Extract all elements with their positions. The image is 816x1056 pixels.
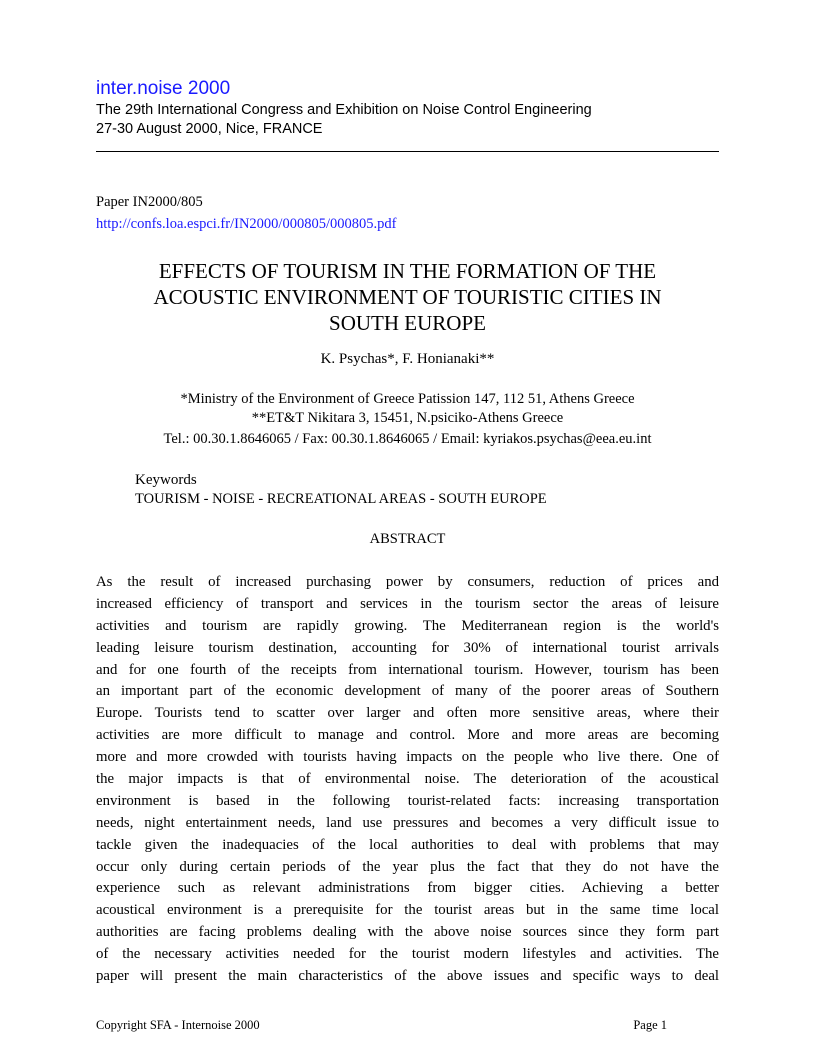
- abstract-heading: ABSTRACT: [369, 531, 446, 547]
- abstract-line: of the necessary activities needed for the tourist modern lifestyles and activities. The: [96, 946, 719, 963]
- abstract-line: experience such as relevant administrations from bigger cities. Achieving a better: [96, 880, 719, 897]
- footer-copyright: Copyright SFA - Internoise 2000: [96, 1018, 260, 1032]
- affiliation-2: **ET&T Nikitara 3, 15451, N.psiciko-Athens Greece: [251, 410, 564, 426]
- paper-title: [96, 258, 719, 336]
- abstract-line: As the result of increased purchasing power by consumers, reduction of prices and: [96, 574, 719, 590]
- abstract-line: environment is based in the following tourist-related facts: increasing transportation: [96, 792, 719, 809]
- abstract-line: and for one fourth of the receipts from international tourism. However, tourism has been: [96, 661, 719, 678]
- abstract-line: activities are more difficult to manage and control. More and more areas are becoming: [96, 727, 719, 744]
- contact-info: Tel.: 00.30.1.8646065 / Fax: 00.30.1.8646065 / Email: kyriakos.psychas@eea.eu.int: [163, 431, 652, 447]
- abstract-line: more and more crowded with tourists having impacts on the people who live there. One of: [96, 749, 719, 766]
- paper-url-link[interactable]: http://confs.loa.espci.fr/IN2000/000805/000805.pdf: [96, 216, 397, 232]
- abstract-line: needs, night entertainment needs, land use pressures and becomes a very difficult issue to: [96, 814, 719, 831]
- abstract-line: the major impacts is that of environmental noise. The deterioration of the acoustical: [96, 771, 719, 788]
- conference-title: inter.noise 2000: [96, 78, 231, 99]
- abstract-line: activities and tourism are rapidly growing. The Mediterranean region is the world's: [96, 617, 719, 634]
- header-divider: [96, 151, 719, 152]
- paper-title-line: EFFECTS OF TOURISM IN THE FORMATION OF THE: [158, 259, 657, 283]
- footer-page-number: Page 1: [633, 1018, 667, 1032]
- abstract-line: leading leisure tourism destination, accounting for 30% of international tourist arrivals: [96, 639, 719, 656]
- abstract-line: Europe. Tourists tend to scatter over larger and often more sensitive areas, where their: [96, 705, 719, 722]
- paper-id: Paper IN2000/805: [96, 194, 203, 210]
- abstract-line: an important part of the economic development of many of the poorer areas of Southern: [96, 683, 719, 700]
- abstract-line: paper will present the main characteristics of the above issues and specific ways to deal: [96, 968, 719, 985]
- paper-authors: K. Psychas*, F. Honianaki**: [320, 351, 495, 367]
- paper-title-line: ACOUSTIC ENVIRONMENT OF TOURISTIC CITIES IN: [153, 285, 662, 309]
- abstract-line: acoustical environment is a prerequisite for the tourist areas but in the same time local: [96, 902, 719, 919]
- abstract-line: increased efficiency of transport and services in the tourism sector the areas of leisure: [96, 595, 719, 612]
- keywords-label: Keywords: [135, 472, 197, 488]
- abstract-line: occur only during certain periods of the year plus the fact that they do not have the: [96, 858, 719, 875]
- conference-subtitle: The 29th International Congress and Exhibition on Noise Control Engineering: [96, 102, 592, 118]
- conference-date-place: 27-30 August 2000, Nice, FRANCE: [96, 121, 323, 137]
- keywords-text: TOURISM - NOISE - RECREATIONAL AREAS - SOUTH EUROPE: [135, 491, 547, 507]
- abstract-body: [96, 572, 719, 988]
- abstract-line: tackle given the inadequacies of the local authorities to deal with problems that may: [96, 836, 719, 853]
- affiliation-1: *Ministry of the Environment of Greece Patission 147, 112 51, Athens Greece: [180, 391, 635, 407]
- paper-title-line: SOUTH EUROPE: [329, 311, 486, 335]
- abstract-line: authorities are facing problems dealing with the above noise sources since they form part: [96, 924, 719, 941]
